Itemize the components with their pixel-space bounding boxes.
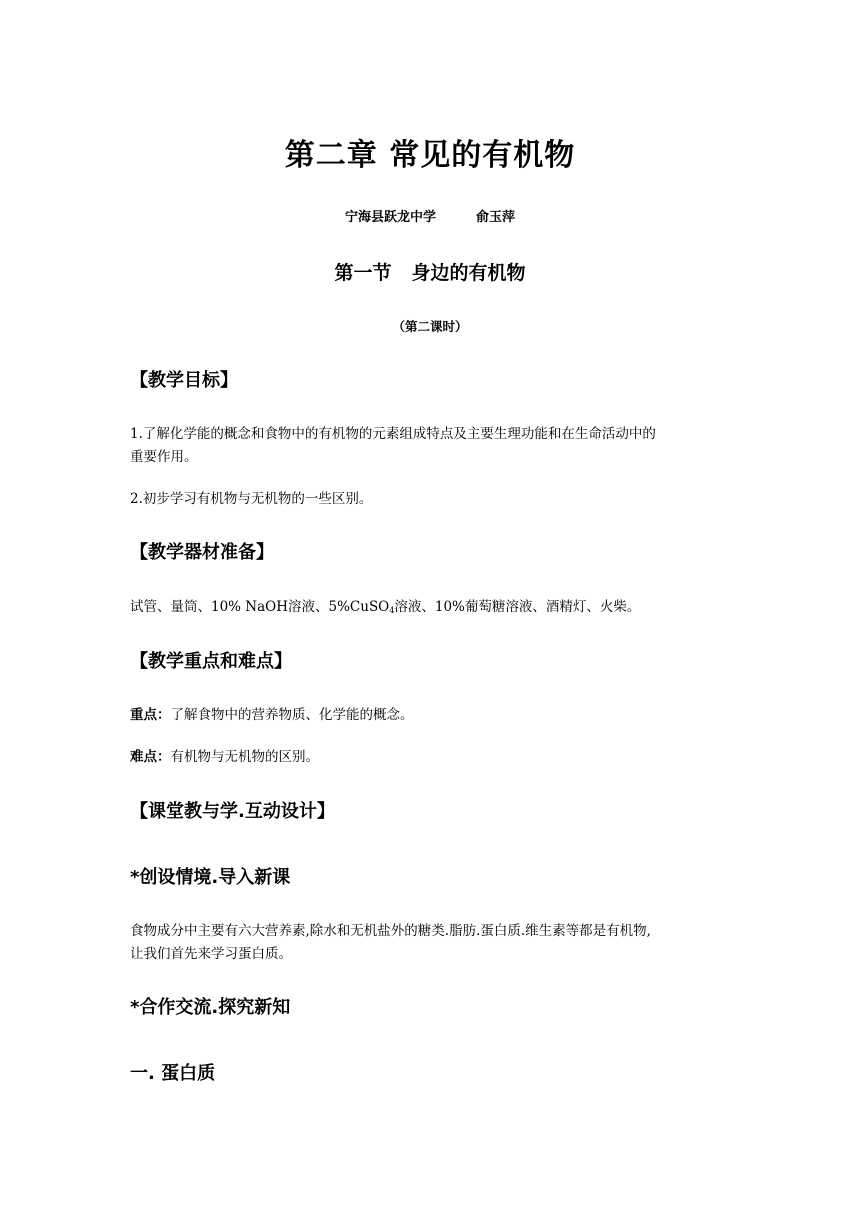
document-title: 第二章 常见的有机物 [284,138,576,173]
design-heading: 【课堂教与学.互动设计】 [130,801,335,822]
objective-item-1-line-2: 重要作用。 [130,449,198,465]
section-number: 第一节 [334,262,392,284]
focus-heading: 【教学重点和难点】 [130,651,292,672]
intro-heading: *创设情境.导入新课 [130,867,291,888]
equipment-subscript: 4 [389,606,395,615]
intro-paragraph [130,920,740,966]
author-school: 宁海县跃龙中学 [344,210,436,225]
difficult-point [130,746,740,769]
intro-paragraph-line-2: 让我们首先来学习蛋白质。 [130,946,292,962]
objectives-heading: 【教学目标】 [130,370,238,391]
difficult-point-text: 有机物与无机物的区别。 [170,749,319,765]
section-name: 身边的有机物 [411,262,526,284]
equipment-text-start: 试管、量筒、10% NaOH溶液、5%CuSO [130,599,390,615]
explore-heading: *合作交流.探究新知 [130,997,291,1018]
equipment-heading: 【教学器材准备】 [130,542,274,563]
key-point-text: 了解食物中的营养物质、化学能的概念。 [170,707,414,723]
objective-item-1 [130,423,740,469]
equipment-list [130,596,740,622]
equipment-text-end: 溶液、10%葡萄糖溶液、酒精灯、火柴。 [394,599,641,615]
author-name: 俞玉萍 [476,210,516,225]
difficult-point-label: 难点： [130,749,171,765]
key-point-label: 重点： [130,707,171,723]
objective-item-1-line-1: 1.了解化学能的概念和食物中的有机物的元素组成特点及主要生理功能和在生命活动中的 [130,426,656,442]
lesson-subtitle: （第二课时） [392,319,468,334]
objective-item-2: 2.初步学习有机物与无机物的一些区别。 [130,491,373,507]
protein-heading: 一. 蛋白质 [130,1063,216,1084]
intro-paragraph-line-1: 食物成分中主要有六大营养素,除水和无机盐外的糖类.脂肪.蛋白质.维生素等都是有机物, [130,923,651,939]
key-point [130,704,740,727]
section-title [0,259,860,287]
author-line [0,208,860,228]
